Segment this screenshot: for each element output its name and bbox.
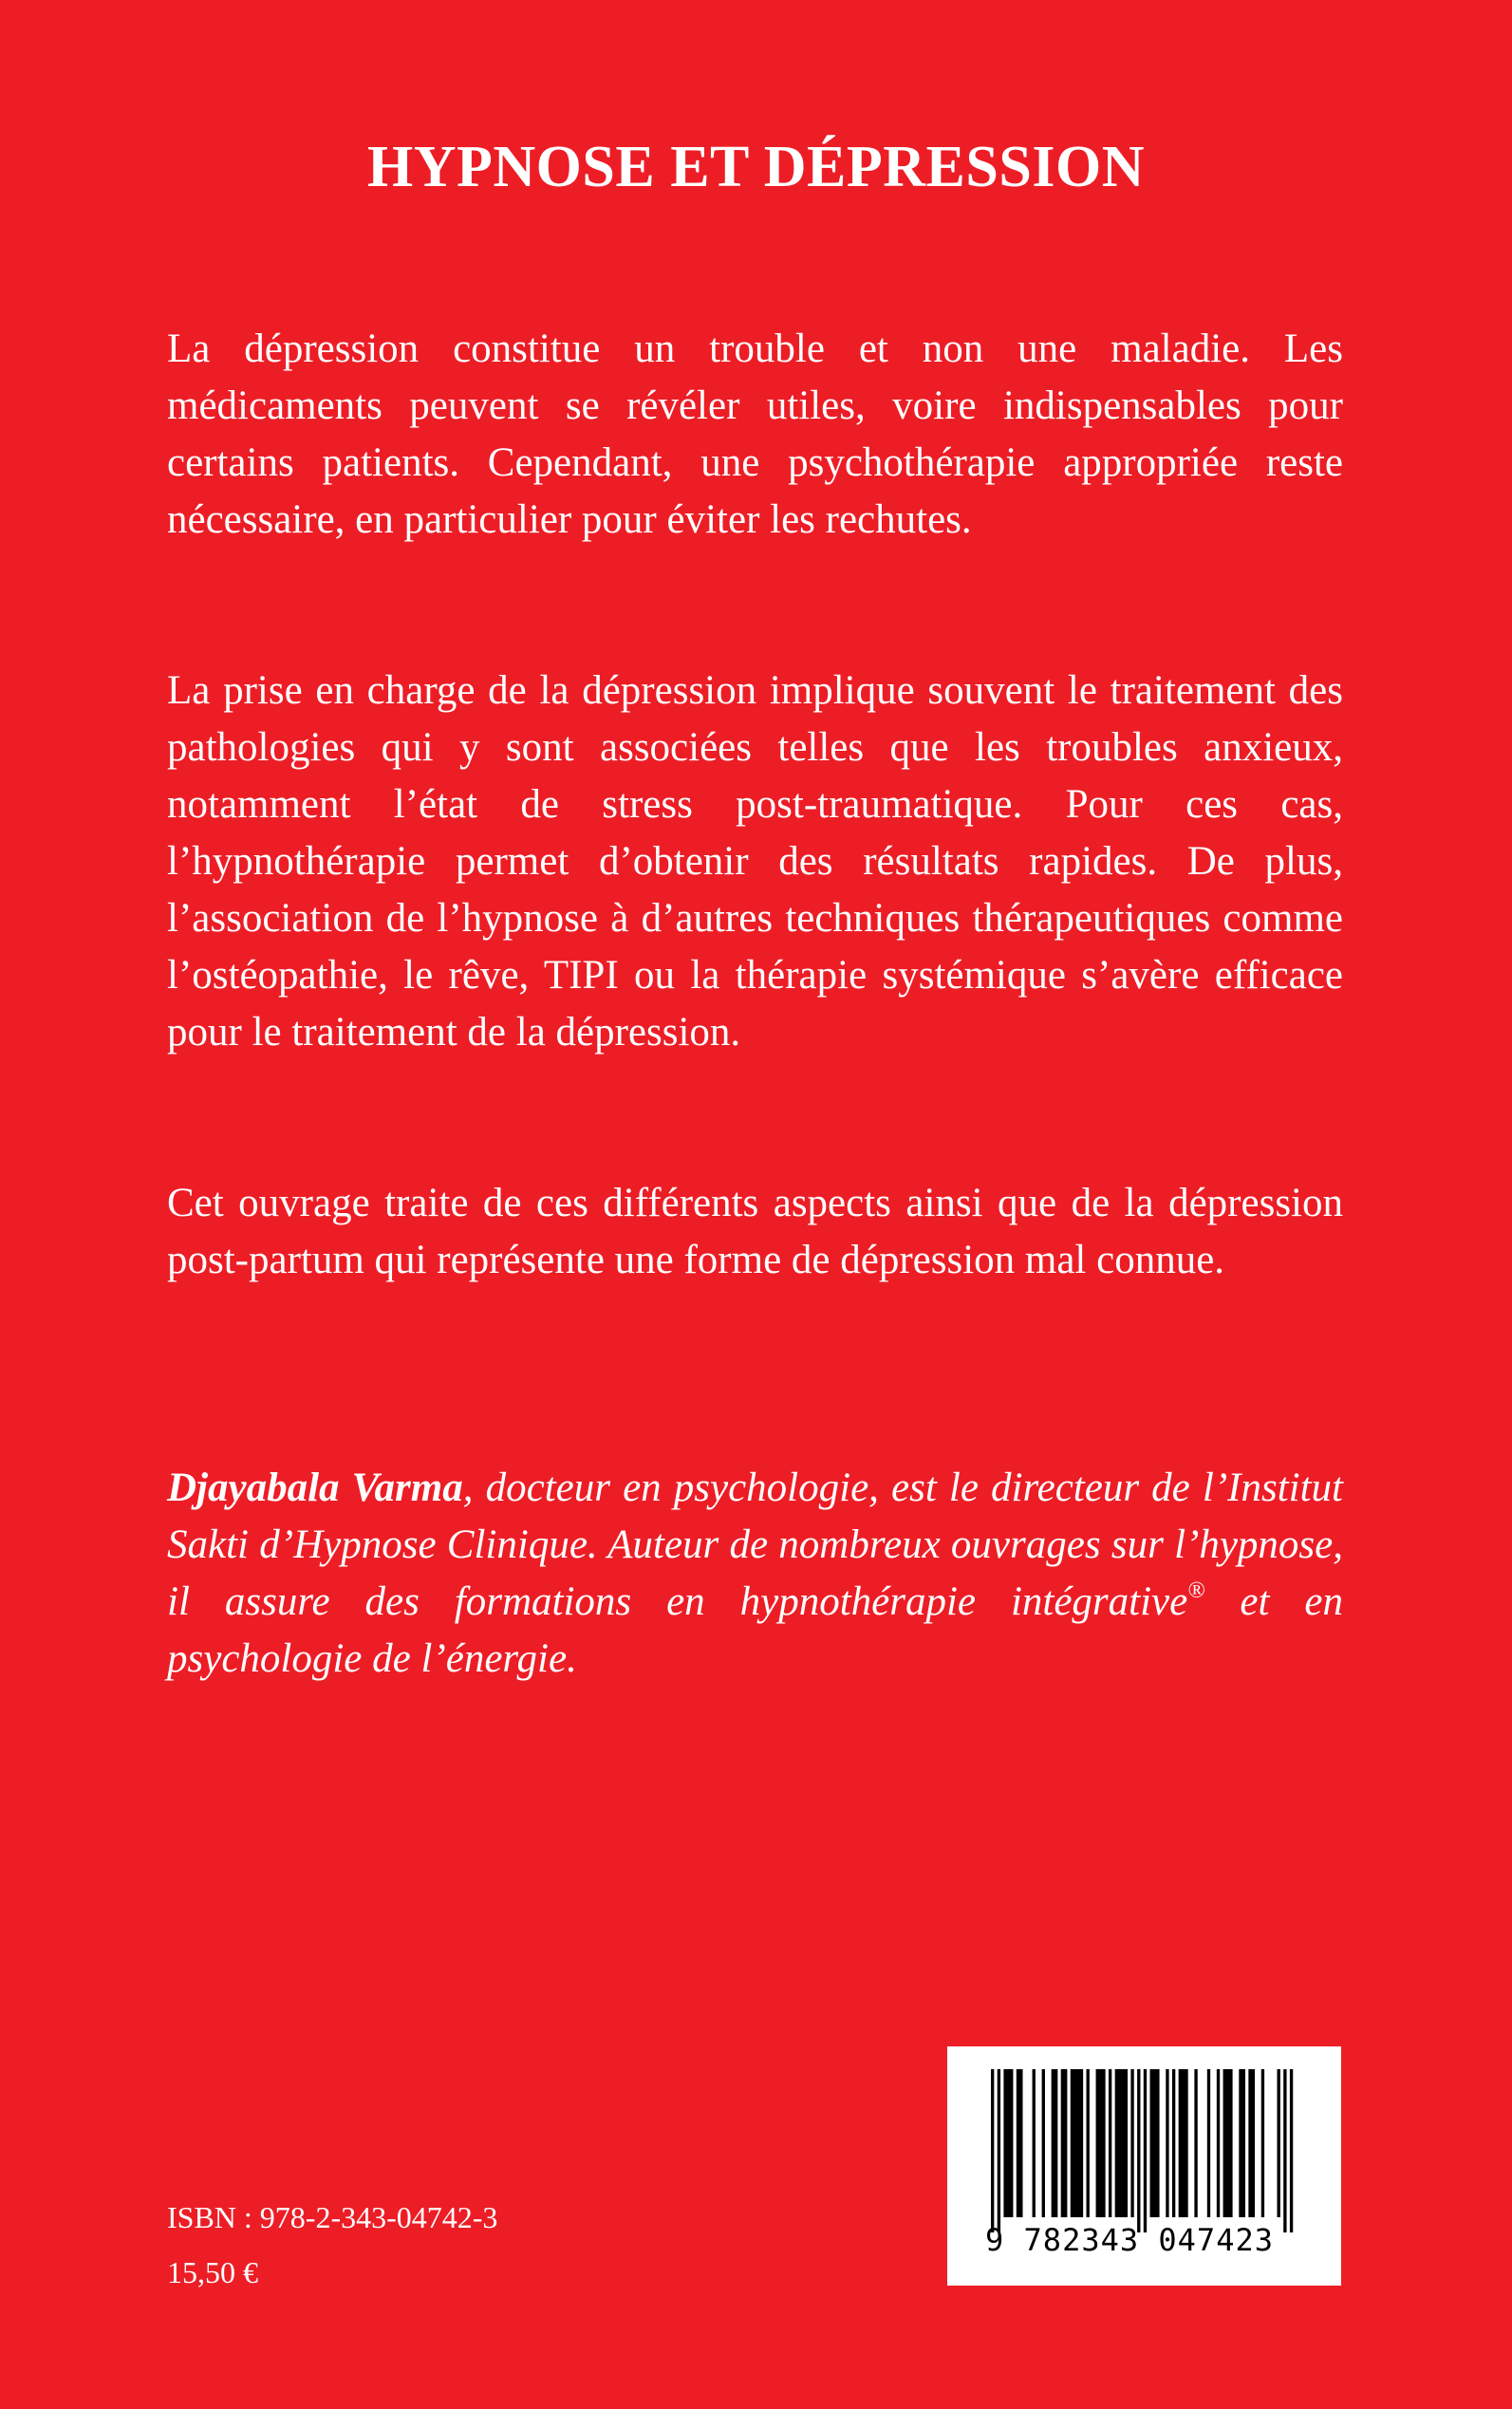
barcode-guard-bar <box>1144 2069 1147 2232</box>
barcode-bar <box>1115 2069 1128 2217</box>
book-title: HYPNOSE ET DÉPRESSION <box>366 135 1145 199</box>
barcode-digits: 9 782343 047423 <box>985 2222 1274 2258</box>
isbn-label: ISBN : 978-2-343-04742-3 <box>167 2200 498 2234</box>
barcode-bar <box>1278 2069 1280 2217</box>
barcode-bar <box>1207 2069 1210 2217</box>
barcode-bar <box>1217 2069 1220 2217</box>
barcode-guard-bar <box>1290 2069 1293 2232</box>
barcode-bar <box>1042 2069 1045 2217</box>
barcode-bar <box>1052 2069 1058 2217</box>
barcode <box>947 2046 1341 2286</box>
barcode-bar <box>1087 2069 1090 2217</box>
registered-trademark: ® <box>1187 1578 1205 1603</box>
barcode-bar <box>1071 2069 1083 2217</box>
barcode-bar <box>1061 2069 1068 2217</box>
summary-paragraph-1: La dépression constitue un trouble et non une maladie. Les médicaments peuvent se révéler utiles, voire indispensables pour certains patients. Cependant, une psychothérapie appropriée reste nécessaire, en particulier pour éviter les rechutes. <box>167 327 1343 542</box>
barcode-bar <box>1033 2069 1036 2217</box>
barcode-guard-bar <box>1137 2069 1140 2232</box>
barcode-bar <box>1109 2069 1111 2217</box>
barcode-bar <box>1194 2069 1197 2217</box>
author-bio-text-1: , docteur en psychologie, est le directeur de l’Institut Sakti d’Hypnose Clinique. Auteur de nombreux ouvrages sur l’hypnose, il assure des formations en hypnothérapie intégrative <box>167 1466 1343 1624</box>
barcode-bar <box>1166 2069 1168 2217</box>
author-bio-text-2: et en psychologie de l’énergie. <box>167 1579 1343 1681</box>
barcode-bar <box>1223 2069 1233 2217</box>
summary-paragraph-3: Cet ouvrage traite de ces différents aspects ainsi que de la dépression post-partum qui représente une forme de dépression mal connue. <box>167 1181 1343 1282</box>
price-label: 15,50 € <box>167 2255 258 2289</box>
author-name: Djayabala Varma <box>167 1466 463 1510</box>
barcode-guard-bar <box>1283 2069 1286 2232</box>
barcode-bar <box>1150 2069 1160 2217</box>
barcode-bar <box>1096 2069 1106 2217</box>
author-bio <box>167 1460 1343 1688</box>
barcode-bar <box>1130 2069 1133 2217</box>
barcode-guard-bar <box>998 2069 1000 2232</box>
barcode-bar <box>1172 2069 1175 2217</box>
barcode-bar <box>1248 2069 1255 2217</box>
barcode-guard-bar <box>991 2069 994 2232</box>
barcode-bar <box>1179 2069 1188 2217</box>
summary-paragraph-2: La prise en charge de la dépression implique souvent le traitement des pathologies qui y sont associées telles que les troubles anxieux, notamment l’état de stress post-traumatique. Pour ces cas, l’hypnothérapie permet d’obtenir des résultats rapides. De plus, l’association de l’hypnose à d’autres techniques thérapeutiques comme l’ostéopathie, le rêve, TIPI ou la thérapie systémique s’avère efficace pour le traitement de la dépression. <box>167 668 1343 1055</box>
barcode-bar <box>1003 2069 1013 2217</box>
barcode-bar <box>1239 2069 1245 2217</box>
barcode-bar <box>1261 2069 1264 2217</box>
barcode-bar <box>1017 2069 1023 2217</box>
